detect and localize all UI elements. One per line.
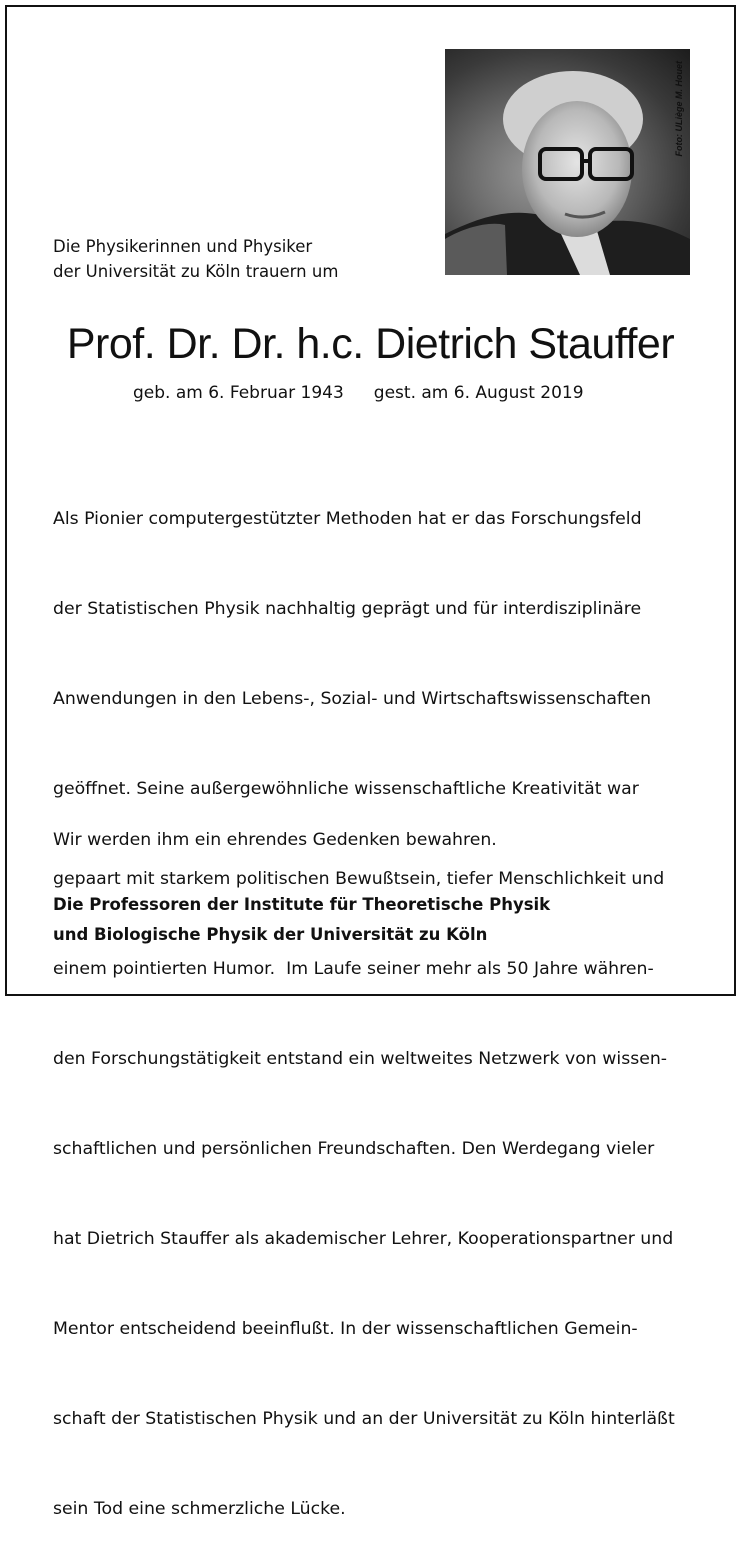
intro-line: der Universität zu Köln trauern um [53, 262, 339, 281]
body-line: der Statistischen Physik nachhaltig geprägt und für interdisziplinäre [53, 599, 642, 619]
body-line: Anwendungen in den Lebens-, Sozial- und Wirtschaftswissenschaften [53, 689, 652, 709]
signature-line: und Biologische Physik der Universität zu Köln [53, 925, 488, 944]
closing-sentence: Wir werden ihm ein ehrendes Gedenken bewahren. [53, 830, 497, 850]
body-line: gepaart mit starkem politischen Bewußtsein, tiefer Menschlichkeit und [53, 869, 665, 889]
life-dates [133, 383, 584, 403]
tribute-body [53, 444, 713, 1554]
body-line: hat Dietrich Stauffer als akademischer Lehrer, Kooperationspartner und [53, 1229, 674, 1249]
signature-line: Die Professoren der Institute für Theoretische Physik [53, 895, 551, 914]
body-line: einem pointierten Humor. Im Laufe seiner mehr als 50 Jahre währen- [53, 959, 654, 979]
body-line: schaft der Statistischen Physik und an der Universität zu Köln hinterläßt [53, 1409, 675, 1429]
body-line: schaftlichen und persönlichen Freundschaften. Den Werdegang vieler [53, 1139, 655, 1159]
intro-text [53, 234, 338, 284]
body-line: sein Tod eine schmerzliche Lücke. [53, 1499, 346, 1519]
deceased-name: Prof. Dr. Dr. h.c. Dietrich Stauffer [66, 320, 675, 368]
portrait-photo [445, 49, 690, 275]
body-line: Mentor entscheidend beeinflußt. In der wissenschaftlichen Gemein- [53, 1319, 638, 1339]
intro-line: Die Physikerinnen und Physiker [53, 237, 313, 256]
portrait-silhouette-icon [445, 49, 690, 275]
photo-credit: Foto: ULiège M. Houet [674, 61, 684, 157]
death-date: gest. am 6. August 2019 [373, 383, 584, 403]
body-line: geöffnet. Seine außergewöhnliche wissenschaftliche Kreativität war [53, 779, 639, 799]
birth-date: geb. am 6. Februar 1943 [133, 383, 344, 403]
body-line: den Forschungstätigkeit entstand ein weltweites Netzwerk von wissen- [53, 1049, 668, 1069]
signature [53, 890, 550, 950]
body-line: Als Pionier computergestützter Methoden hat er das Forschungsfeld [53, 509, 642, 529]
